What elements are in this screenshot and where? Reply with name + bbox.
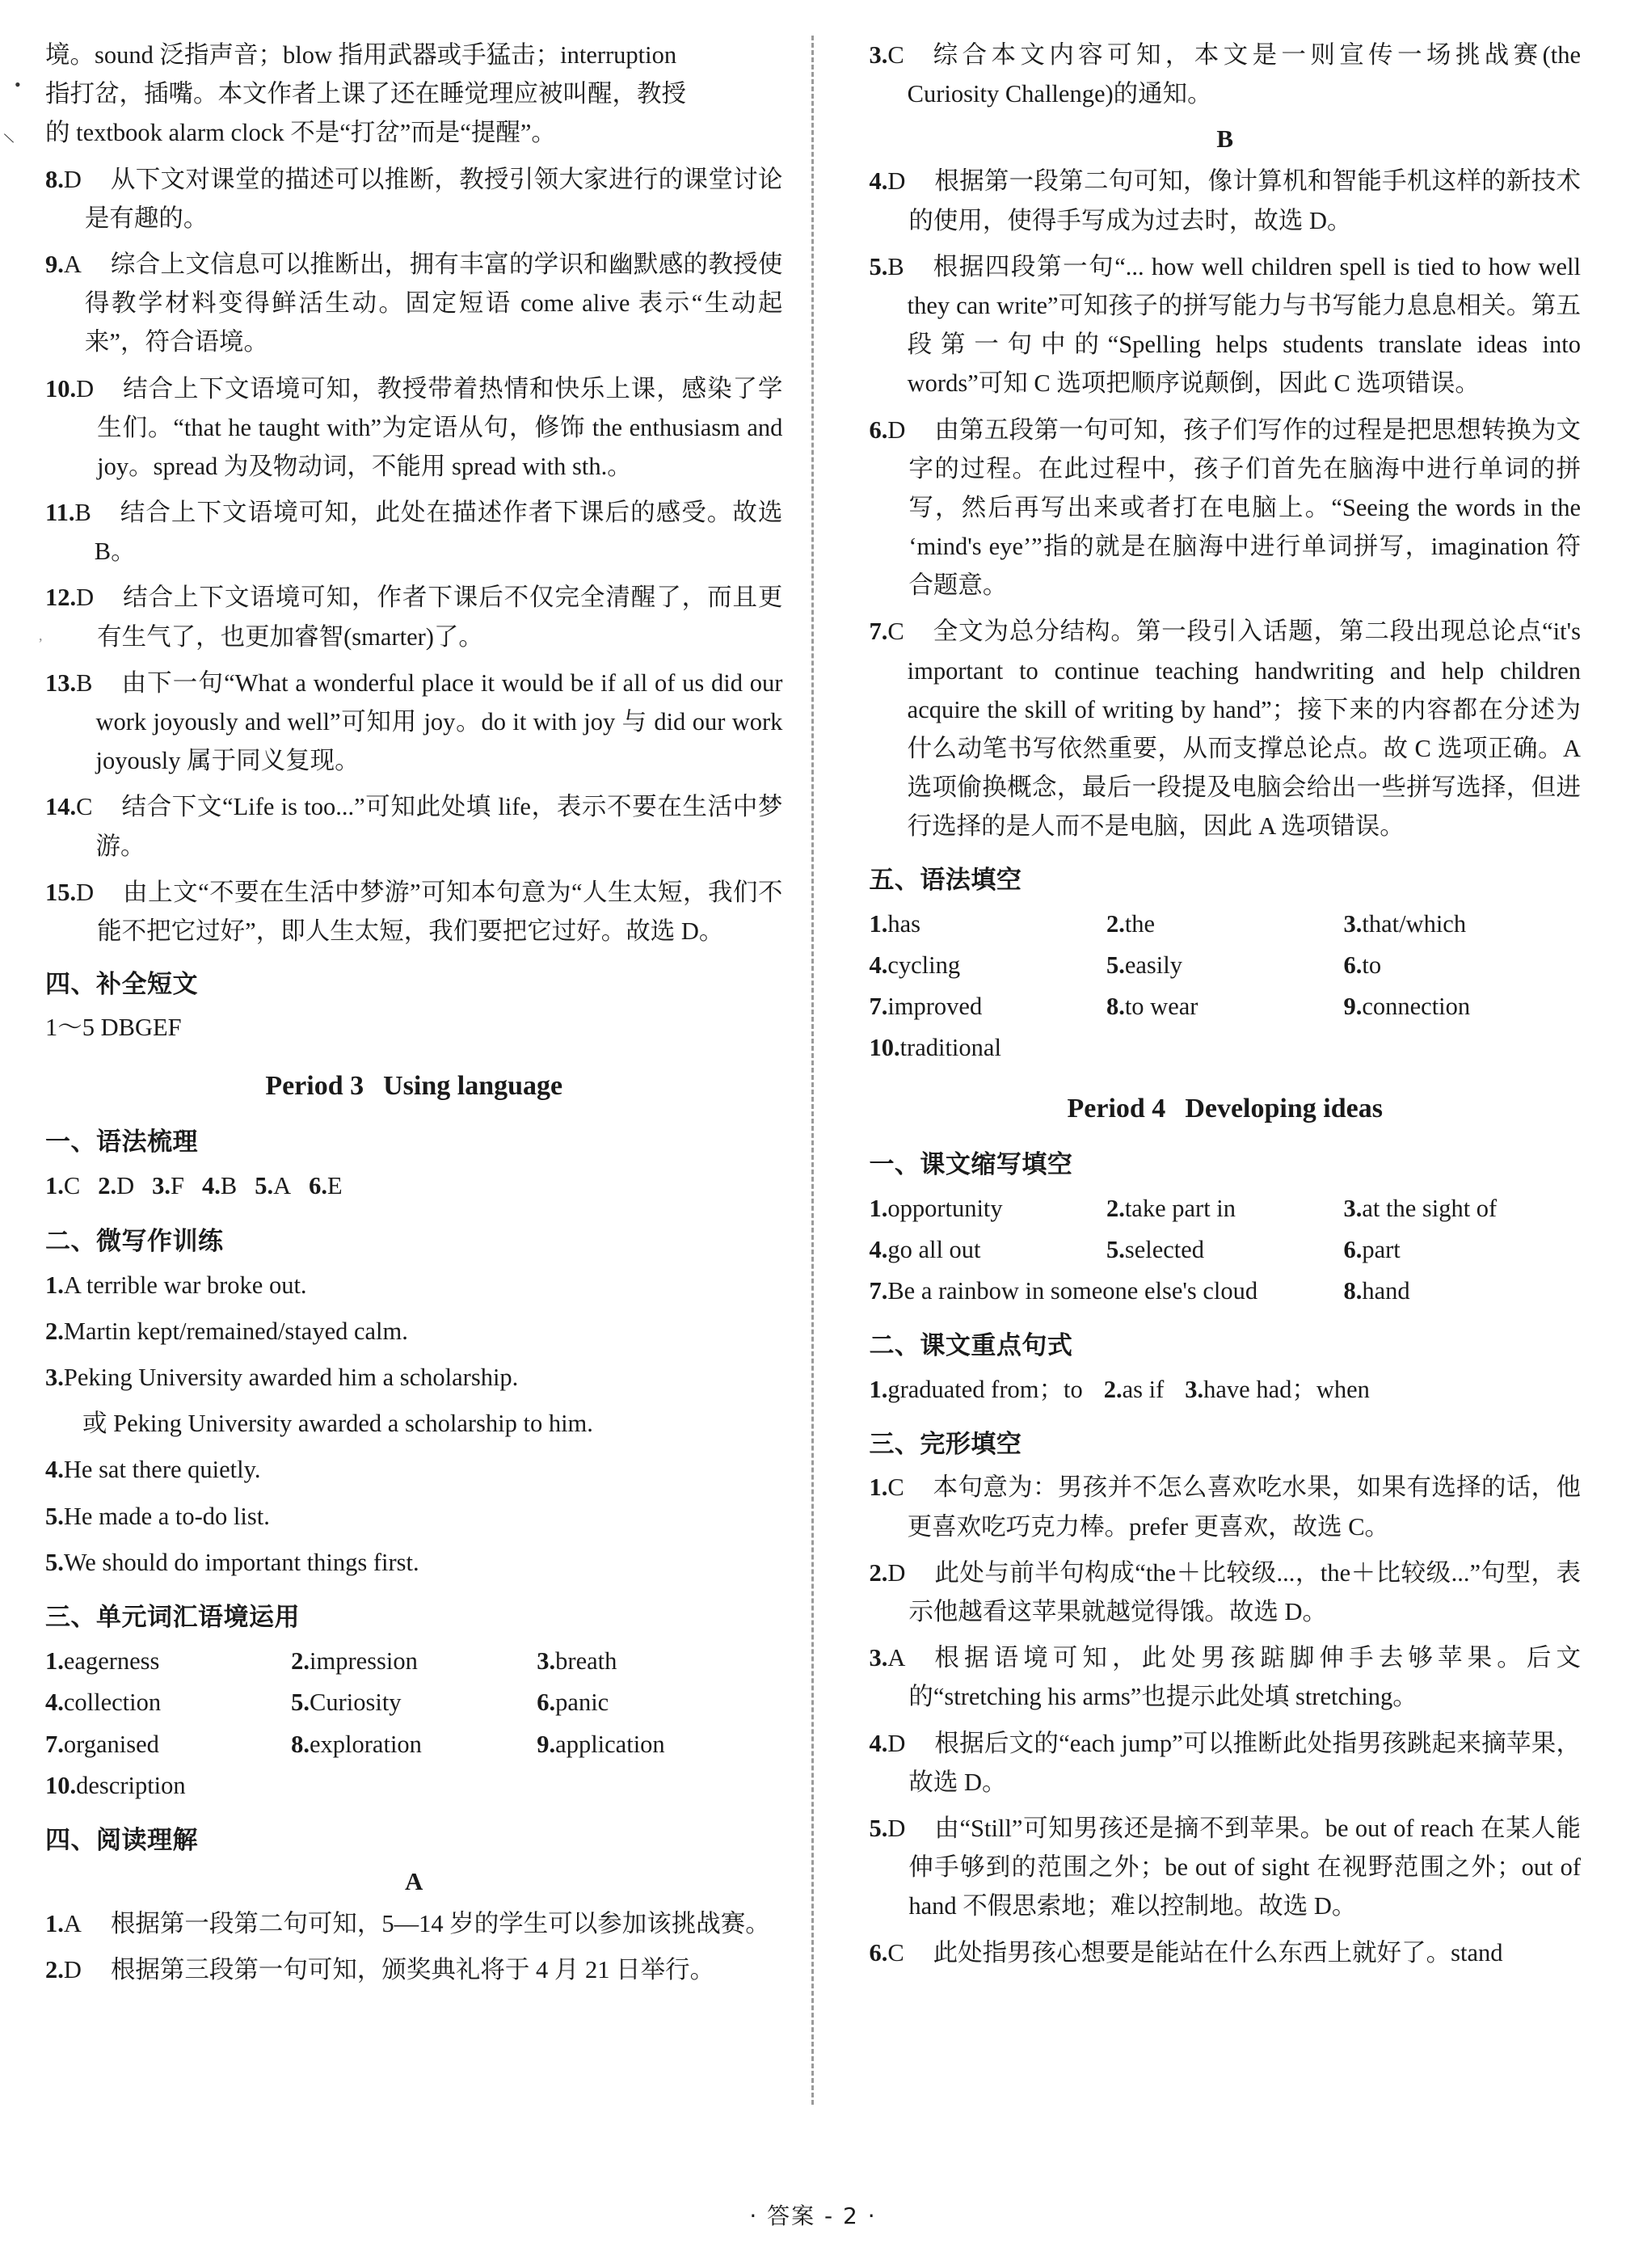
section-four-answer: 1～5 DBGEF xyxy=(45,1014,182,1042)
answer-item xyxy=(45,493,782,571)
answer-explanation: 根据第一段第二句可知，像计算机和智能手机这样的新技术的使用，使得手写成为过去时，故选 D。 xyxy=(908,167,1581,234)
answer-number: 14.C xyxy=(45,793,93,821)
p4-cloze-answers xyxy=(869,1468,1581,1971)
answer-item xyxy=(869,411,1581,605)
p3-reading-answers xyxy=(45,1904,782,1989)
answer-explanation: 根据四段第一句“... how well children spell is tied to how well they can write”可知孩子的拼写能力与书写能力息息相关。第五段第一句中的“Spelling helps students translate ideas into words”可知 C 选项把顺序说颠倒，因此 C 选项错误。 xyxy=(907,252,1581,398)
answer-explanation: 根据第三段第一句可知，颁奖典礼将于 4 月 21 日举行。 xyxy=(110,1956,715,1984)
answer-explanation: 由“Still”可知男孩还是摘不到苹果。be out of reach 在某人能伸手够到的范围之外；be out of sight 在视野范围之外；out of hand 不假思索地；难以控制地。故选 D。 xyxy=(908,1814,1581,1920)
answer-number: 8.D xyxy=(45,165,82,193)
answer-number: 2.D xyxy=(45,1956,82,1984)
answer-explanation: 结合下文“Life is too...”可知此处填 life，表示不要在生活中梦游。 xyxy=(95,793,783,860)
answer-number: 2.D xyxy=(869,1558,906,1587)
p3-section-4-heading: 四、阅读理解 xyxy=(45,1826,198,1856)
grammar-cell: 6.to xyxy=(1343,951,1382,979)
grammar-cell: 9.connection xyxy=(1343,993,1471,1021)
p4-section-2-heading: 二、课文重点句式 xyxy=(869,1331,1073,1361)
answer-number: 9.A xyxy=(45,250,82,278)
list-item: 5.We should do important things first. xyxy=(45,1548,419,1576)
answer-explanation: 本句意为：男孩并不怎么喜欢吃水果，如果有选择的话，他更喜欢吃巧克力棒。prefer 更喜欢，故选 C。 xyxy=(907,1473,1581,1541)
answer-number: 4.D xyxy=(869,167,906,196)
carryover-line-3: 的 textbook alarm clock 不是“打岔”而是“提醒”。 xyxy=(45,119,556,147)
grammar-cell: 2.the xyxy=(1106,909,1156,938)
period-3-name: Using language xyxy=(383,1071,563,1102)
passage-letter-a: A xyxy=(405,1867,423,1896)
answer-item xyxy=(45,160,782,238)
vocab-cell: 5.Curiosity xyxy=(291,1688,402,1717)
vocab-cell: 3.breath xyxy=(537,1647,617,1676)
answer-number: 6.C xyxy=(869,1938,904,1967)
answer-item xyxy=(869,1638,1581,1716)
answer-explanation: 综合本文内容可知，本文是一则宣传一场挑战赛(the Curiosity Challenge)的通知。 xyxy=(907,41,1581,108)
p3-section-1-heading: 一、语法梳理 xyxy=(45,1128,198,1157)
answer-number: 1.A xyxy=(45,1910,82,1938)
page-footer: · 答案 - 2 · xyxy=(749,2203,877,2229)
stray-mark-dot: • xyxy=(15,74,21,95)
grammar-cell: 5.easily xyxy=(1106,951,1182,979)
period-4-name: Developing ideas xyxy=(1185,1093,1383,1123)
list-item: 4.He sat there quietly. xyxy=(45,1456,261,1484)
left-column xyxy=(45,36,802,1997)
answer-explanation: 此处指男孩心想要是能站在什么东西上就好了。stand xyxy=(933,1938,1503,1967)
grammar-cell: 1.has xyxy=(869,909,920,938)
answer-explanation: 此处与前半句构成“the＋比较级...，the＋比较级...”句型，表示他越看这苹果就越觉得饿。故选 D。 xyxy=(908,1558,1581,1625)
answer-item xyxy=(45,245,782,362)
summary-cell: 8.hand xyxy=(1343,1276,1410,1305)
answer-item xyxy=(45,369,782,487)
answer-item xyxy=(45,1950,782,1989)
list-item: 2.Martin kept/remained/stayed calm. xyxy=(45,1317,408,1345)
list-item: 3.Peking University awarded him a scholarship. xyxy=(45,1364,519,1392)
passage-letter-b: B xyxy=(1216,124,1234,154)
answer-item xyxy=(869,247,1581,403)
grammar-cell: 10.traditional xyxy=(869,1034,1001,1062)
answer-explanation: 结合上下文语境可知，教授带着热情和快乐上课，感染了学生们。“that he taught with”为定语从句，修饰 the enthusiasm and joy。spread 为及物动词，不能用 spread with sth.。 xyxy=(97,374,783,480)
summary-cell: 4.go all out xyxy=(869,1235,981,1263)
list-item-alt: 或 Peking University awarded a scholarship to him. xyxy=(82,1410,593,1438)
answer-item xyxy=(869,162,1581,239)
list-item: 1.A terrible war broke out. xyxy=(45,1271,307,1299)
summary-cell: 7.Be a rainbow in someone else's cloud xyxy=(869,1276,1258,1305)
answer-number: 1.C xyxy=(869,1473,904,1502)
cloze-answers-list xyxy=(45,160,782,951)
p4-summary-grid xyxy=(869,1188,1581,1313)
carryover-paragraph xyxy=(45,36,782,153)
answer-explanation: 结合上下文语境可知，作者下课后不仅完全清醒了，而且更有生气了，也更加睿智(smarter)了。 xyxy=(97,584,783,651)
answer-explanation: 综合上文信息可以推断出，拥有丰富的学识和幽默感的教授使得教学材料变得鲜活生动。固定短语 come alive 表示“生动起来”，符合语境。 xyxy=(84,250,783,356)
vocab-cell: 10.description xyxy=(45,1771,186,1799)
p3-grammar-answers: 1.C 2.D 3.F 4.B 5.A 6.E xyxy=(45,1172,343,1200)
period-3-title xyxy=(45,1071,782,1102)
right-column xyxy=(824,36,1581,1979)
grammar-cell: 4.cycling xyxy=(869,951,961,979)
answer-explanation: 根据后文的“each jump”可以推断此处指男孩跳起来摘苹果，故选 D。 xyxy=(908,1729,1581,1796)
answer-explanation: 从下文对课堂的描述可以推断，教授引领大家进行的课堂讨论是有趣的。 xyxy=(84,165,783,232)
column-divider xyxy=(811,36,814,2105)
p3-vocab-grid xyxy=(45,1641,782,1806)
carryover-line-1: 境。sound 泛指声音；blow 指用武器或手猛击；interruption xyxy=(45,41,677,69)
answer-item xyxy=(869,1724,1581,1802)
answer-item xyxy=(45,787,782,865)
answer-number: 3.C xyxy=(869,41,904,69)
answer-explanation: 结合上下文语境可知，此处在描述作者下课后的感受。故选 B。 xyxy=(94,499,783,566)
answer-explanation: 全文为总分结构。第一段引入话题，第二段出现总论点“it's important to continue teaching handwriting and help children acquire the skill of writing by hand”；接下来的内容都在分述为什么动笔书写依然重要，从而支撑总论点。故 C 选项正确。A 选项偷换概念，最后一段提及电脑会给出一些拼写选择，但进行选择的是人而不是电脑，因此 A 选项错误。 xyxy=(907,618,1581,841)
period-4-title xyxy=(869,1094,1581,1124)
p4-sentence-answers: 1.graduated from；to 2.as if 3.have had；when xyxy=(869,1376,1370,1404)
answer-number: 5.B xyxy=(869,252,904,280)
vocab-cell: 7.organised xyxy=(45,1730,159,1758)
grammar-fill-grid xyxy=(869,904,1581,1069)
answer-number: 15.D xyxy=(45,878,95,906)
answer-explanation: 根据第一段第二句可知，5—14 岁的学生可以参加该挑战赛。 xyxy=(110,1910,770,1938)
answer-item xyxy=(869,1809,1581,1926)
answer-number: 13.B xyxy=(45,668,93,697)
answer-item xyxy=(869,1553,1581,1631)
grammar-cell: 8.to wear xyxy=(1106,993,1198,1021)
answer-number: 12.D xyxy=(45,584,95,612)
p3-section-2-heading: 二、微写作训练 xyxy=(45,1226,224,1256)
answer-item xyxy=(869,612,1581,845)
stray-mark-slash: \ xyxy=(2,128,16,149)
p4-section-1-heading: 一、课文缩写填空 xyxy=(869,1149,1073,1179)
answer-number: 4.D xyxy=(869,1729,906,1757)
summary-cell: 2.take part in xyxy=(1106,1194,1236,1222)
period-4-label: Period 4 xyxy=(1067,1093,1166,1123)
section-heading-five: 五、语法填空 xyxy=(869,865,1022,895)
answer-explanation: 由上文“不要在生活中梦游”可知本句意为“人生太短，我们不能不把它过好”，即人生太短，我们要把它过好。故选 D。 xyxy=(97,878,783,945)
grammar-cell: 3.that/which xyxy=(1343,909,1467,938)
summary-cell: 1.opportunity xyxy=(869,1194,1003,1222)
vocab-cell: 1.eagerness xyxy=(45,1647,160,1676)
answer-number: 5.D xyxy=(869,1814,906,1842)
two-column-body xyxy=(45,36,1581,2137)
section-heading-four: 四、补全短文 xyxy=(45,970,198,1000)
answer-item xyxy=(45,578,782,656)
answer-item xyxy=(869,1468,1581,1545)
answer-item xyxy=(45,873,782,951)
reading-b-answers xyxy=(869,162,1581,845)
answer-number: 10.D xyxy=(45,374,95,403)
answer-item xyxy=(45,1904,782,1943)
answer-explanation: 由下一句“What a wonderful place it would be if all of us did our work joyously and well”可知用 joy。do it with joy 与 did our work joyously 属于同义复现。 xyxy=(95,668,783,775)
summary-cell: 5.selected xyxy=(1106,1235,1205,1263)
answer-item xyxy=(869,36,1581,113)
answer-item xyxy=(869,1933,1581,1972)
p4-section-3-heading: 三、完形填空 xyxy=(869,1430,1022,1460)
answer-item xyxy=(45,664,782,781)
stray-mark-comma: , xyxy=(39,627,43,643)
period-3-label: Period 3 xyxy=(265,1071,364,1102)
answer-explanation: 根据语境可知，此处男孩踮脚伸手去够苹果。后文的“stretching his arms”也提示此处填 stretching。 xyxy=(908,1644,1581,1711)
vocab-cell: 8.exploration xyxy=(291,1730,422,1758)
summary-cell: 3.at the sight of xyxy=(1343,1194,1498,1222)
p3-writing-list xyxy=(45,1265,782,1584)
answer-number: 7.C xyxy=(869,618,904,646)
p3-section-3-heading: 三、单元词汇语境运用 xyxy=(45,1603,300,1633)
list-item: 5.He made a to-do list. xyxy=(45,1502,270,1530)
vocab-cell: 2.impression xyxy=(291,1647,418,1676)
grammar-cell: 7.improved xyxy=(869,993,983,1021)
vocab-cell: 6.panic xyxy=(537,1688,609,1717)
vocab-cell: 4.collection xyxy=(45,1688,162,1717)
answer-number: 11.B xyxy=(45,499,91,527)
summary-cell: 6.part xyxy=(1343,1235,1401,1263)
vocab-cell: 9.application xyxy=(537,1730,665,1758)
answer-number: 3.A xyxy=(869,1644,906,1672)
answer-explanation: 由第五段第一句可知，孩子们写作的过程是把思想转换为文字的过程。在此过程中，孩子们首先在脑海中进行单词的拼写，然后再写出来或者打在电脑上。“Seeing the words in the ‘mind's eye’”指的就是在脑海中进行单词拼写，imagination 符合题意。 xyxy=(908,415,1581,600)
answer-number: 6.D xyxy=(869,415,906,444)
carryover-line-2: 指打岔，插嘴。本文作者上课了还在睡觉理应被叫醒，教授 xyxy=(45,80,686,108)
